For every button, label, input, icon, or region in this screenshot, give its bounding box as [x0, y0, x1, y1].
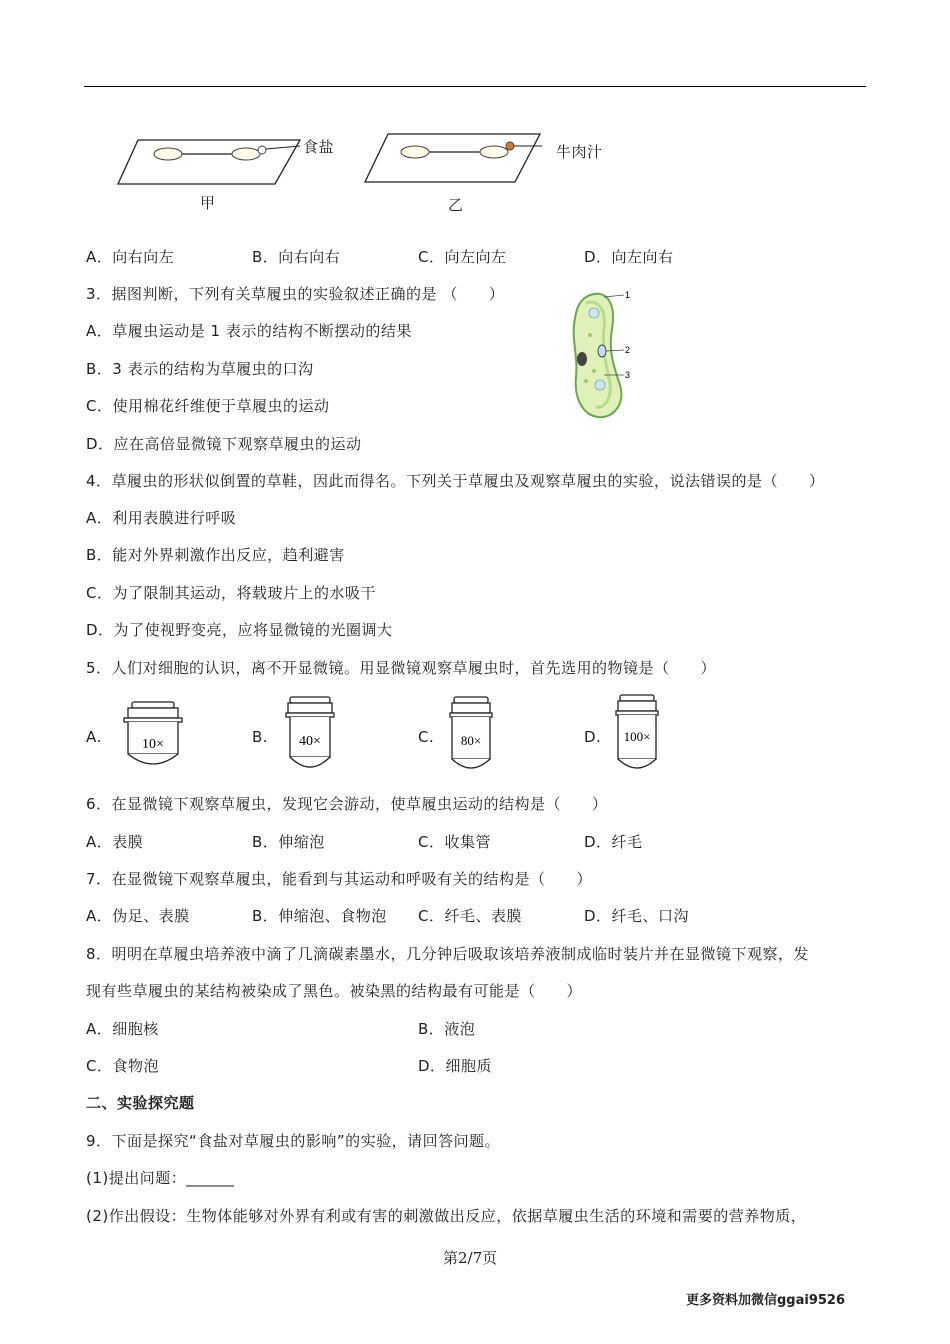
q7-stem: 7．在显微镜下观察草履虫，能看到与其运动和呼吸有关的结构是（ ）	[86, 870, 593, 888]
q7-option-b: B．伸缩泡、食物泡	[252, 907, 387, 925]
q6-option-d: D．纤毛	[584, 833, 643, 851]
watermark-text: 更多资料加微信ggai9526	[686, 1293, 846, 1308]
page-number: 第2/7页	[443, 1249, 498, 1267]
q4-option-d: D．为了使视野变亮，应将显微镜的光圈调大	[86, 621, 393, 639]
section-heading: 二、实验探究题	[86, 1094, 195, 1112]
q5-letter-c: C.	[418, 728, 435, 746]
q4-option-c: C．为了限制其运动，将载玻片上的水吸干	[86, 584, 376, 602]
slide-jia	[118, 140, 300, 184]
q6-option-b: B．伸缩泡	[252, 833, 325, 851]
broth-label: 牛肉汁	[556, 143, 603, 161]
q8-option-c: C．食物泡	[86, 1057, 159, 1075]
q3-option-c: C．使用棉花纤维便于草履虫的运动	[86, 397, 330, 415]
q2-option-b: B．向右向右	[252, 248, 341, 266]
q9-sub1: (1)提出问题：______	[86, 1169, 235, 1187]
lens-mag-d: 100×	[623, 729, 651, 744]
q3-option-d: D．应在高倍显微镜下观察草履虫的运动	[86, 435, 362, 453]
q2-option-c: C．向左向左	[418, 248, 507, 266]
slide-figure	[110, 128, 630, 220]
paramecium-figure	[560, 285, 640, 425]
q4-option-a: A．利用表膜进行呼吸	[86, 509, 237, 527]
caption-jia: 甲	[200, 194, 216, 212]
q5-letter-b: B.	[252, 728, 269, 746]
q8-option-a: A．细胞核	[86, 1020, 159, 1038]
q8-stem-line1: 8．明明在草履虫培养液中滴了几滴碳素墨水，几分钟后吸取该培养液制成临时装片并在显微镜下观察，发	[86, 945, 810, 963]
q6-stem: 6．在显微镜下观察草履虫，发现它会游动，使草履虫运动的结构是（ ）	[86, 795, 608, 813]
q4-option-b: B．能对外界刺激作出反应，趋利避害	[86, 546, 345, 564]
fig-label-2: 2	[625, 345, 631, 355]
q8-option-d: D．细胞质	[418, 1057, 493, 1075]
lens-mag-a: 10×	[142, 737, 164, 752]
salt-label: 食盐	[303, 138, 335, 156]
q9-stem: 9．下面是探究“食盐对草履虫的影响”的实验，请回答问题。	[86, 1132, 501, 1150]
objective-lens-c	[446, 695, 496, 777]
header-rule	[84, 86, 866, 87]
q2-option-a: A．向右向左	[86, 248, 175, 266]
q7-option-d: D．纤毛、口沟	[584, 907, 690, 925]
fig-label-1: 1	[625, 290, 631, 300]
q3-option-b: B．3 表示的结构为草履虫的口沟	[86, 360, 314, 378]
q2-option-d: D．向左向右	[584, 248, 674, 266]
q3-option-a: A．草履虫运动是 1 表示的结构不断摆动的结果	[86, 322, 412, 340]
fig-label-3: 3	[625, 370, 631, 380]
q3-stem: 3．据图判断，下列有关草履虫的实验叙述正确的是 （ ）	[86, 285, 505, 303]
q5-letter-d: D.	[584, 728, 602, 746]
objective-lens-d	[612, 693, 662, 777]
q5-letter-a: A.	[86, 728, 102, 746]
objective-lens-a	[118, 700, 188, 774]
q7-option-c: C．纤毛、表膜	[418, 907, 522, 925]
q9-sub2: (2)作出假设：生物体能够对外界有利或有害的刺激做出反应，依据草履虫生活的环境和需要的营养物质，	[86, 1207, 807, 1225]
lens-mag-c: 80×	[460, 733, 482, 748]
q6-option-a: A．表膜	[86, 833, 144, 851]
q4-stem: 4．草履虫的形状似倒置的草鞋，因此而得名。下列关于草履虫及观察草履虫的实验，说法错误的是（ ）	[86, 472, 825, 490]
q5-stem: 5．人们对细胞的认识，离不开显微镜。用显微镜观察草履虫时，首先选用的物镜是（ ）	[86, 659, 717, 677]
objective-lens-b	[282, 695, 338, 777]
slide-yi	[365, 134, 542, 182]
q8-stem-line2: 现有些草履虫的某结构被染成了黑色。被染黑的结构最有可能是（ ）	[86, 982, 583, 1000]
q8-option-b: B．液泡	[418, 1020, 476, 1038]
q6-option-c: C．收集管	[418, 833, 491, 851]
q7-option-a: A．伪足、表膜	[86, 907, 190, 925]
caption-yi: 乙	[448, 196, 464, 214]
lens-mag-b: 40×	[299, 734, 321, 749]
